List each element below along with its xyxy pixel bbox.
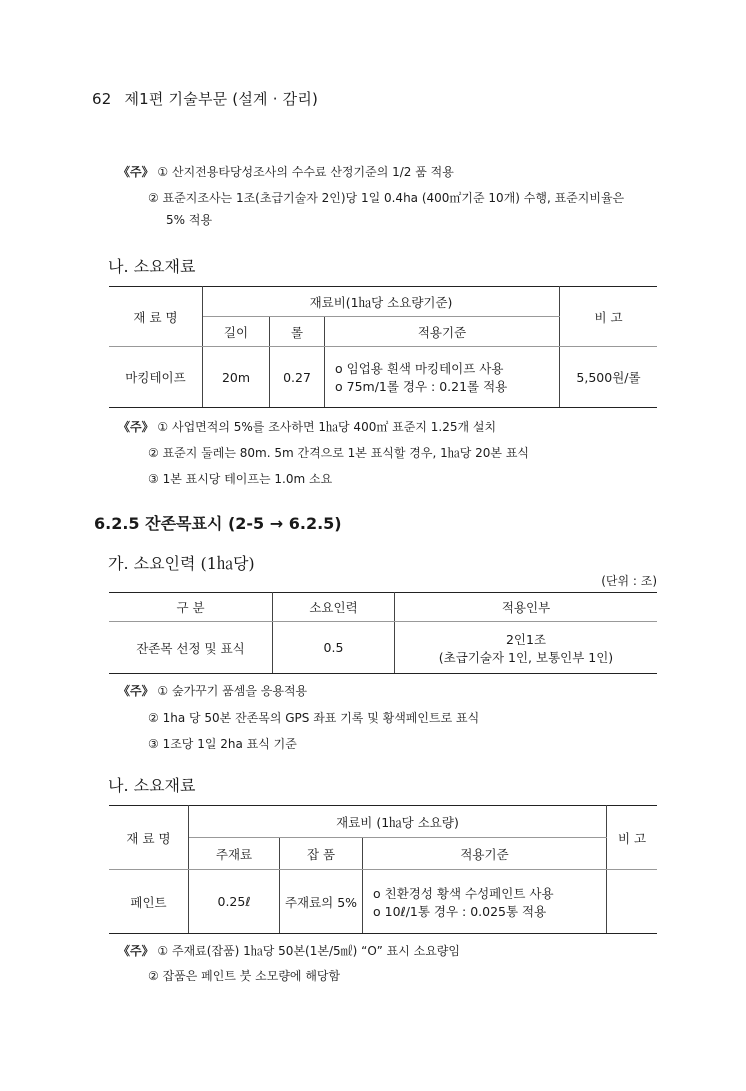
cell-labor: 0.5: [273, 622, 395, 674]
cell-roll: 0.27: [270, 347, 325, 408]
col-header-basis: 적용기준: [363, 838, 607, 870]
col-header-length: 길이: [203, 317, 270, 347]
note-line: ② 1ha 당 50본 잔존목의 GPS 좌표 기록 및 황색페인트로 표식: [148, 711, 480, 725]
subsection-heading: 6.2.5 잔존목표시 (2-5 → 6.2.5): [94, 514, 342, 533]
section-heading-labor: 가. 소요인력 (1㏊당): [108, 554, 255, 573]
col-header-name: 재 료 명: [109, 806, 189, 870]
cell-name: 페인트: [109, 870, 189, 934]
note-line: 《주》 ① 산지전용타당성조사의 수수료 산정기준의 1/2 품 적용: [118, 165, 454, 179]
cell-main: 0.25ℓ: [189, 870, 280, 934]
col-header-roll: 롤: [270, 317, 325, 347]
cell-staff: 2인1조 (초급기술자 1인, 보통인부 1인): [395, 622, 658, 674]
page-title: 제1편 기술부문 (설계 · 감리): [124, 90, 319, 108]
note-line: ③ 1본 표시당 테이프는 1.0m 소요: [148, 472, 333, 486]
col-header-remark: 비 고: [560, 287, 658, 347]
page-number: 62: [92, 90, 112, 108]
unit-label: (단위 : 조): [601, 574, 657, 588]
note-line: ② 표준지 둘레는 80m. 5m 간격으로 1본 표식할 경우, 1㏊당 20본 표식: [148, 446, 530, 460]
cell-misc: 주재료의 5%: [280, 870, 363, 934]
cell-length: 20m: [203, 347, 270, 408]
labor-table: [109, 592, 657, 674]
col-header-category: 구 분: [109, 593, 273, 622]
col-header-basis: 적용기준: [325, 317, 560, 347]
table-row: [109, 622, 657, 674]
col-header-labor: 소요인력: [273, 593, 395, 622]
note-line: 《주》 ① 숲가꾸기 품셈을 응용적용: [118, 684, 308, 698]
col-header-group: 재료비 (1㏊당 소요량): [189, 806, 607, 838]
cell-basis: o 임업용 흰색 마킹테이프 사용 o 75m/1롤 경우 : 0.21롤 적용: [325, 347, 560, 408]
col-header-main: 주재료: [189, 838, 280, 870]
section-heading-materials-2: 나. 소요재료: [108, 776, 196, 795]
cell-basis: o 친환경성 황색 수성페인트 사용 o 10ℓ/1통 경우 : 0.025통 적용: [363, 870, 607, 934]
cell-remark: [607, 870, 658, 934]
section-heading-materials: 나. 소요재료: [108, 257, 196, 276]
col-header-misc: 잡 품: [280, 838, 363, 870]
cell-category: 잔존목 선정 및 표식: [109, 622, 273, 674]
page-header: [92, 88, 318, 109]
note-line: 《주》 ① 사업면적의 5%를 조사하면 1㏊당 400㎡ 표준지 1.25개 설치: [118, 420, 497, 434]
table-row: [109, 870, 657, 934]
col-header-group: 재료비(1㏊당 소요량기준): [203, 287, 560, 317]
note-tag: 《주》: [118, 165, 154, 179]
cell-name: 마킹테이프: [109, 347, 203, 408]
table-row: [109, 347, 657, 408]
note-line: ③ 1조당 1일 2ha 표식 기준: [148, 737, 297, 751]
col-header-staff: 적용인부: [395, 593, 658, 622]
cell-remark: 5,500원/롤: [560, 347, 658, 408]
note-line: ② 잡품은 페인트 붓 소모량에 해당함: [148, 969, 341, 983]
note-line: ② 표준지조사는 1조(초급기술자 2인)당 1일 0.4ha (400㎡기준 10개) 수행, 표준지비율은: [148, 191, 625, 205]
note-line: 《주》 ① 주재료(잡품) 1㏊당 50본(1본/5㎖) “O” 표시 소요량임: [118, 944, 460, 958]
note-line: 5% 적용: [166, 213, 213, 227]
materials-table-marking-tape: [109, 286, 657, 408]
col-header-remark: 비 고: [607, 806, 658, 870]
col-header-name: 재 료 명: [109, 287, 203, 347]
materials-table-paint: [109, 805, 657, 934]
